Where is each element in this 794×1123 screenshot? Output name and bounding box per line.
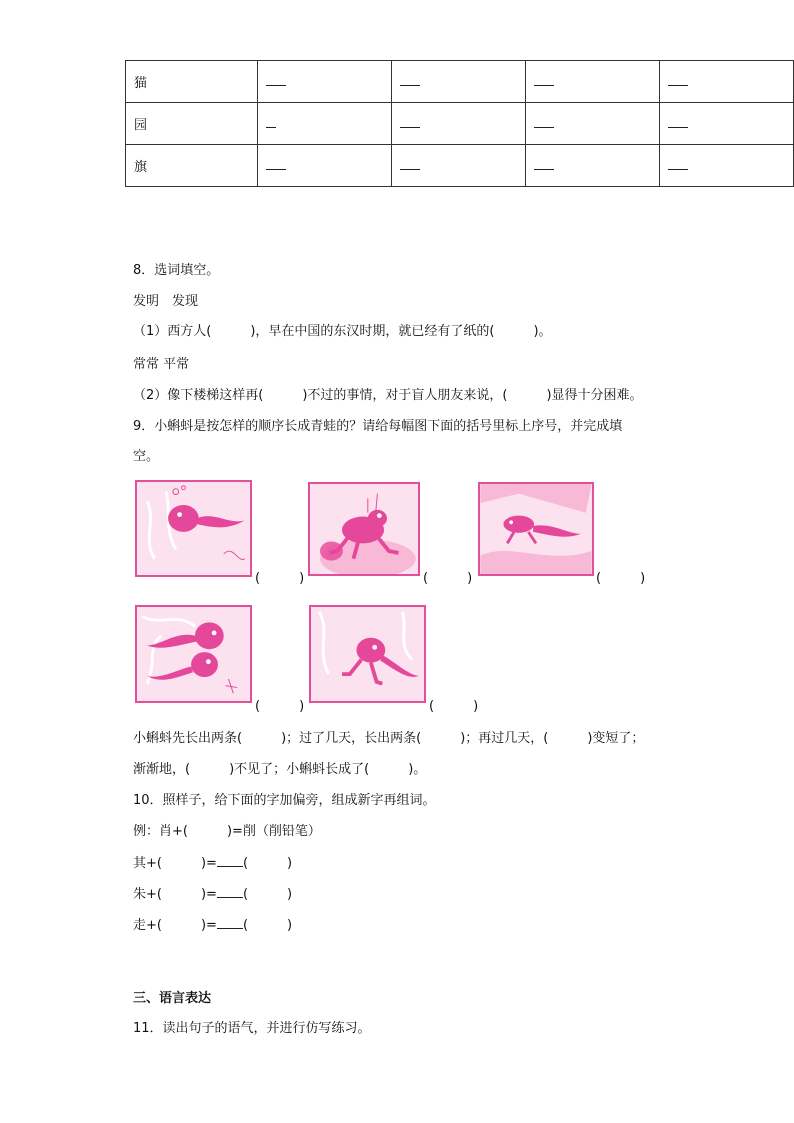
answer-paren[interactable]: ( )	[255, 699, 305, 714]
answer-blank[interactable]	[534, 127, 554, 128]
two-tadpoles-picture	[135, 605, 252, 703]
answer-blank[interactable]	[668, 169, 688, 170]
radical-item	[133, 852, 292, 871]
word-choices-1: 发明 发现	[133, 294, 199, 309]
radical-item-tail: ( )	[242, 887, 293, 902]
table-cell-char: 园	[126, 103, 258, 145]
fill-sentence-2: 渐渐地，( )不见了；小蝌蚪长成了( )。	[133, 762, 427, 777]
answer-blank[interactable]	[668, 127, 688, 128]
tadpole-tail-picture	[135, 480, 252, 577]
radical-item-tail: ( )	[242, 918, 293, 933]
table-row	[126, 61, 794, 103]
answer-blank[interactable]	[217, 916, 243, 929]
question-11-title: 11．读出句子的语气，并进行仿写练习。	[133, 1021, 371, 1036]
radical-item-char: 其+(	[133, 856, 162, 871]
answer-paren[interactable]: ( )	[596, 571, 646, 586]
answer-blank[interactable]	[400, 127, 420, 128]
answer-blank[interactable]	[266, 85, 286, 86]
answer-paren[interactable]: ( )	[429, 699, 479, 714]
answer-blank[interactable]	[400, 169, 420, 170]
word-choices-2: 常常 平常	[133, 357, 190, 372]
frog-tail-picture	[478, 482, 594, 576]
table-row	[126, 145, 794, 187]
answer-blank[interactable]	[668, 85, 688, 86]
example-line: 例：肖+( )=削（削铅笔）	[133, 824, 321, 839]
radical-item-char: 走+(	[133, 918, 162, 933]
answer-blank[interactable]	[217, 885, 243, 898]
table-cell-char: 猫	[126, 61, 258, 103]
sentence-1: （1）西方人( )，早在中国的东汉时期，就已经有了纸的( )。	[133, 324, 552, 339]
answer-blank[interactable]	[534, 169, 554, 170]
question-9-title: 9．小蝌蚪是按怎样的顺序长成青蛙的？请给每幅图下面的括号里标上序号，并完成填	[133, 419, 623, 434]
question-9-title-cont: 空。	[133, 449, 160, 464]
table-cell-char: 旗	[126, 145, 258, 187]
radical-item	[133, 883, 292, 902]
section-heading: 三、语言表达	[133, 991, 212, 1006]
radical-item-mid: )=	[200, 856, 217, 871]
answer-blank[interactable]	[217, 854, 243, 867]
question-10-title: 10．照样子，给下面的字加偏旁，组成新字再组词。	[133, 793, 436, 808]
radical-item-tail: ( )	[242, 856, 293, 871]
radical-item-char: 朱+(	[133, 887, 162, 902]
radical-item-mid: )=	[200, 918, 217, 933]
front-legs-picture	[309, 605, 426, 703]
radical-item	[133, 914, 292, 933]
radical-item-mid: )=	[200, 887, 217, 902]
answer-blank[interactable]	[400, 85, 420, 86]
answer-paren[interactable]: ( )	[255, 571, 305, 586]
answer-paren[interactable]: ( )	[423, 571, 473, 586]
frog-on-lily-pad-picture	[308, 482, 420, 576]
sentence-2: （2）像下楼梯这样再( )不过的事情，对于盲人朋友来说，( )显得十分困难。	[133, 388, 643, 403]
character-table	[125, 60, 794, 187]
fill-sentence-1: 小蝌蚪先长出两条( )；过了几天，长出两条( )；再过几天，( )变短了；	[133, 731, 645, 746]
answer-blank[interactable]	[266, 169, 286, 170]
answer-blank[interactable]	[266, 127, 276, 128]
question-8-title: 8．选词填空。	[133, 263, 220, 278]
answer-blank[interactable]	[534, 85, 554, 86]
table-row	[126, 103, 794, 145]
